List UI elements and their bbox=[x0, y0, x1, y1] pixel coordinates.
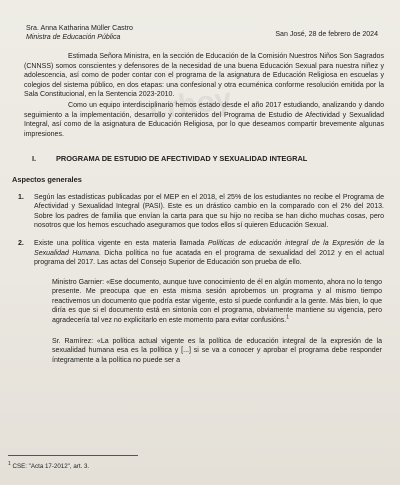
subsection-heading: Aspectos generales bbox=[12, 174, 82, 184]
letter-header bbox=[12, 14, 386, 46]
quote-text: Sr. Ramírez: «La política actual vigente es la política de educación integral de la expresión de la sexualidad humana esa es la política y [...] si se va a conocer y aprobar el programa debe responder íntegramente a la política no puede ser a bbox=[52, 337, 382, 364]
list-item-text bbox=[34, 239, 384, 268]
policy-title: Políticas de educación integral de la Expresión de la Sexualidad Humana bbox=[34, 239, 385, 257]
recipient-block bbox=[26, 24, 133, 43]
footnote bbox=[8, 462, 89, 472]
footnote-text: CSE: "Acta 17-2012", art. 3. bbox=[12, 463, 90, 470]
list-item bbox=[12, 193, 386, 231]
recipient-name: Sra. Anna Katharina Müller Castro bbox=[26, 25, 133, 32]
list-item-number: 2. bbox=[18, 239, 24, 247]
section-title: PROGRAMA DE ESTUDIO DE AFECTIVIDAD Y SEXUALIDAD INTEGRAL bbox=[56, 154, 308, 164]
intro-paragraph-1: Estimada Señora Ministra, en la sección de Educación de la Comisión Nuestros Niños Son Sagrados (CNNSS) somos conscientes y defensores de la necesidad de una buena Educación Sexual para nuestra niñez y adolescencia, así como de poder contar con el programa de la asignatura de Educación Religiosa en escuelas y colegios del sistema público, en dos etapas: una confesional y otra ecuménica conforme resolución emitida por la Sala Constitucional, en la Sentencia 2023-2010. bbox=[24, 53, 384, 99]
footnote-divider bbox=[8, 455, 138, 456]
footnote-reference: 1 bbox=[286, 314, 290, 321]
letter-date: San José, 28 de febrero de 2024 bbox=[275, 31, 378, 38]
list-item bbox=[12, 239, 386, 268]
list-item-text-after: . Dicha política no fue acatada en el programa de sexualidad del 2012 y en el actual programa del 2017. Las actas del Consejo Superior de Educación son prueba de ello. bbox=[34, 249, 384, 267]
quote-text: Ministro Garnier: «Ese documento, aunque tuve conocimiento de él en algún momento, ahora no lo tengo presente. Me preocupa que en esta misma sesión aprobemos un programa y al mismo tiempo reactivemos un documento que podría estar vigente, esto sí puede confundir a la gente. Más bien, lo que diría es que si el documento está en sintonía con el programa, obviamente mantiene su vigencia, pero agradecería tal vez no explicitarlo en este momento para evitar confusións. bbox=[52, 278, 382, 325]
list-item-text-before: Existe una política vigente en esta materia llamada bbox=[34, 239, 208, 247]
watermark: crhoy bbox=[148, 82, 234, 127]
list-item-text: Según las estadísticas publicadas por el MEP en el 2018, el 25% de los estudiantes no recibe el Programa de Afectividad y Sexualidad Integral (PASI). Este es un drástico cambio en la comparado con el 2% del 2013. Sobre los padres de familia que envían la carta para que su hijo no reciba se han dicho muchas cosas, pero nosotros que los hemos escuchado aseguramos que todos ellos sí quieren Educación Sexual. bbox=[34, 193, 384, 230]
footnote-mark: 1 bbox=[8, 460, 11, 467]
recipient-title: Ministra de Educación Pública bbox=[26, 34, 121, 42]
quote-block bbox=[12, 337, 386, 366]
quote-block bbox=[12, 278, 386, 326]
intro-paragraph-2: Como un equipo interdisciplinario hemos estado desde el año 2017 estudiando, analizando y dando seguimiento a la implementación, desarrollo y contenidos del Programa de Estudio de Afectividad y Sexualidad Integral, así como de la asignatura de Educación Religiosa, por lo que deseamos compartir brevemente algunas impresiones. bbox=[24, 101, 384, 138]
list-item-number: 1. bbox=[18, 193, 24, 201]
section-heading bbox=[12, 154, 386, 164]
section-number: I. bbox=[32, 154, 37, 164]
